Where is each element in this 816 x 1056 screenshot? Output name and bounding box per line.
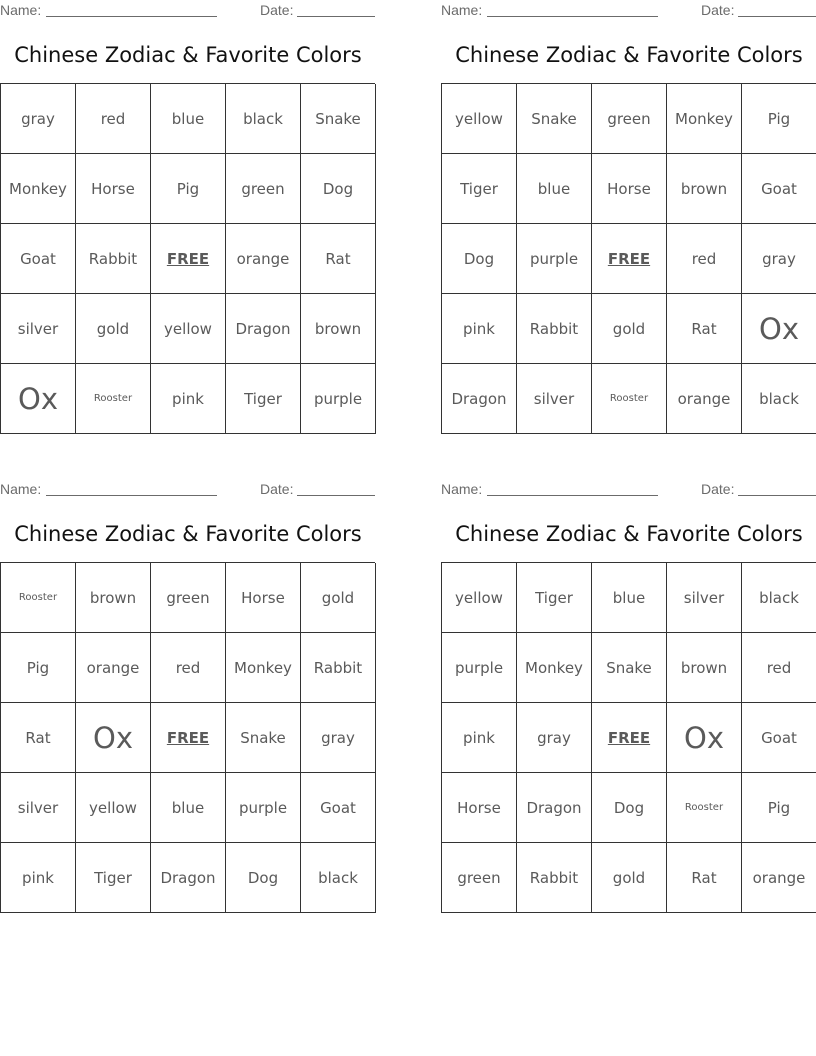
bingo-cell: silver — [517, 364, 592, 434]
name-line — [487, 16, 658, 17]
bingo-cell: purple — [301, 364, 376, 434]
bingo-cell: Dog — [301, 154, 376, 224]
bingo-cell: yellow — [151, 294, 226, 364]
bingo-card-3 — [0, 479, 376, 919]
name-label: Name: — [0, 481, 42, 497]
name-line — [46, 16, 217, 17]
bingo-cell: gold — [592, 294, 667, 364]
card-title: Chinese Zodiac & Favorite Colors — [455, 43, 803, 67]
bingo-cell: Dragon — [226, 294, 301, 364]
date-line — [738, 495, 816, 496]
bingo-cell: pink — [151, 364, 226, 434]
name-line — [487, 495, 658, 496]
card-title: Chinese Zodiac & Favorite Colors — [14, 43, 362, 67]
bingo-cell: pink — [442, 294, 517, 364]
card-title: Chinese Zodiac & Favorite Colors — [14, 522, 362, 546]
date-line — [297, 16, 375, 17]
bingo-cell: brown — [76, 563, 151, 633]
bingo-cell: Dragon — [517, 773, 592, 843]
bingo-cell: gray — [1, 84, 76, 154]
bingo-cell: Tiger — [442, 154, 517, 224]
bingo-cell: purple — [517, 224, 592, 294]
bingo-cell: gold — [76, 294, 151, 364]
bingo-cell: red — [151, 633, 226, 703]
bingo-grid — [441, 83, 816, 434]
bingo-cell: Tiger — [517, 563, 592, 633]
bingo-cell: Horse — [592, 154, 667, 224]
bingo-grid — [0, 562, 375, 913]
bingo-cell: Monkey — [667, 84, 742, 154]
bingo-cell: Snake — [592, 633, 667, 703]
bingo-cell: Snake — [517, 84, 592, 154]
card-header — [0, 2, 376, 20]
bingo-cell: gold — [301, 563, 376, 633]
bingo-card-4 — [441, 479, 816, 919]
bingo-cell: green — [442, 843, 517, 913]
bingo-grid — [0, 83, 375, 434]
bingo-cell: yellow — [442, 84, 517, 154]
bingo-cell: red — [667, 224, 742, 294]
card-header — [441, 2, 816, 20]
bingo-cell: Rat — [1, 703, 76, 773]
bingo-cell: Snake — [301, 84, 376, 154]
card-header — [441, 481, 816, 499]
bingo-cell: purple — [226, 773, 301, 843]
bingo-cell: silver — [1, 294, 76, 364]
bingo-cell: Rabbit — [76, 224, 151, 294]
bingo-cell: Ox — [742, 294, 816, 364]
bingo-cell: Tiger — [76, 843, 151, 913]
free-space-cell: FREE — [592, 224, 667, 294]
bingo-cell: Rat — [301, 224, 376, 294]
bingo-cell: Ox — [76, 703, 151, 773]
bingo-cell: Monkey — [226, 633, 301, 703]
bingo-cell: orange — [76, 633, 151, 703]
bingo-cell: orange — [742, 843, 816, 913]
date-label: Date: — [701, 2, 735, 18]
free-space-cell: FREE — [592, 703, 667, 773]
bingo-cell: black — [301, 843, 376, 913]
bingo-cell: red — [76, 84, 151, 154]
bingo-cell: Rooster — [667, 773, 742, 843]
bingo-cell: gold — [592, 843, 667, 913]
bingo-cell: Rabbit — [517, 843, 592, 913]
bingo-cell: pink — [442, 703, 517, 773]
bingo-cell: orange — [667, 364, 742, 434]
bingo-card-2 — [441, 0, 816, 440]
date-label: Date: — [260, 2, 294, 18]
bingo-cell: Ox — [667, 703, 742, 773]
bingo-cell: Pig — [742, 773, 816, 843]
bingo-cell: blue — [592, 563, 667, 633]
bingo-cell: Dog — [226, 843, 301, 913]
bingo-cell: Ox — [1, 364, 76, 434]
bingo-cell: yellow — [76, 773, 151, 843]
bingo-cell: Pig — [742, 84, 816, 154]
bingo-cell: Rabbit — [301, 633, 376, 703]
bingo-cell: Dragon — [151, 843, 226, 913]
bingo-cell: Goat — [301, 773, 376, 843]
bingo-cell: Horse — [76, 154, 151, 224]
bingo-cell: Goat — [742, 703, 816, 773]
bingo-cell: Goat — [1, 224, 76, 294]
bingo-cell: Rooster — [592, 364, 667, 434]
bingo-cell: brown — [301, 294, 376, 364]
bingo-cell: Dog — [442, 224, 517, 294]
bingo-cell: Dragon — [442, 364, 517, 434]
bingo-cell: gray — [301, 703, 376, 773]
name-label: Name: — [441, 2, 483, 18]
free-space-cell: FREE — [151, 703, 226, 773]
bingo-cell: yellow — [442, 563, 517, 633]
bingo-card-1 — [0, 0, 376, 440]
date-line — [738, 16, 816, 17]
bingo-cell: brown — [667, 154, 742, 224]
bingo-cell: brown — [667, 633, 742, 703]
bingo-cell: Pig — [1, 633, 76, 703]
bingo-cell: silver — [1, 773, 76, 843]
card-title: Chinese Zodiac & Favorite Colors — [455, 522, 803, 546]
name-line — [46, 495, 217, 496]
bingo-cell: Tiger — [226, 364, 301, 434]
bingo-cell: Snake — [226, 703, 301, 773]
bingo-cell: blue — [151, 773, 226, 843]
bingo-cell: gray — [517, 703, 592, 773]
bingo-cell: purple — [442, 633, 517, 703]
name-label: Name: — [0, 2, 42, 18]
bingo-cell: blue — [517, 154, 592, 224]
bingo-cell: Horse — [226, 563, 301, 633]
date-line — [297, 495, 375, 496]
bingo-cell: red — [742, 633, 816, 703]
bingo-cell: Rat — [667, 294, 742, 364]
name-label: Name: — [441, 481, 483, 497]
bingo-cell: silver — [667, 563, 742, 633]
bingo-grid — [441, 562, 816, 913]
bingo-cell: blue — [151, 84, 226, 154]
bingo-cell: black — [742, 563, 816, 633]
bingo-cell: orange — [226, 224, 301, 294]
date-label: Date: — [701, 481, 735, 497]
card-header — [0, 481, 376, 499]
bingo-cell: Monkey — [517, 633, 592, 703]
bingo-cell: black — [226, 84, 301, 154]
date-label: Date: — [260, 481, 294, 497]
free-space-cell: FREE — [151, 224, 226, 294]
bingo-cell: Goat — [742, 154, 816, 224]
bingo-cell: gray — [742, 224, 816, 294]
bingo-cell: Rabbit — [517, 294, 592, 364]
bingo-cell: green — [151, 563, 226, 633]
bingo-cell: Rat — [667, 843, 742, 913]
bingo-cell: green — [592, 84, 667, 154]
bingo-cell: Dog — [592, 773, 667, 843]
bingo-cell: Monkey — [1, 154, 76, 224]
bingo-cell: Rooster — [76, 364, 151, 434]
bingo-cell: green — [226, 154, 301, 224]
bingo-cell: Rooster — [1, 563, 76, 633]
bingo-cell: pink — [1, 843, 76, 913]
bingo-cell: Horse — [442, 773, 517, 843]
bingo-cell: Pig — [151, 154, 226, 224]
bingo-cell: black — [742, 364, 816, 434]
